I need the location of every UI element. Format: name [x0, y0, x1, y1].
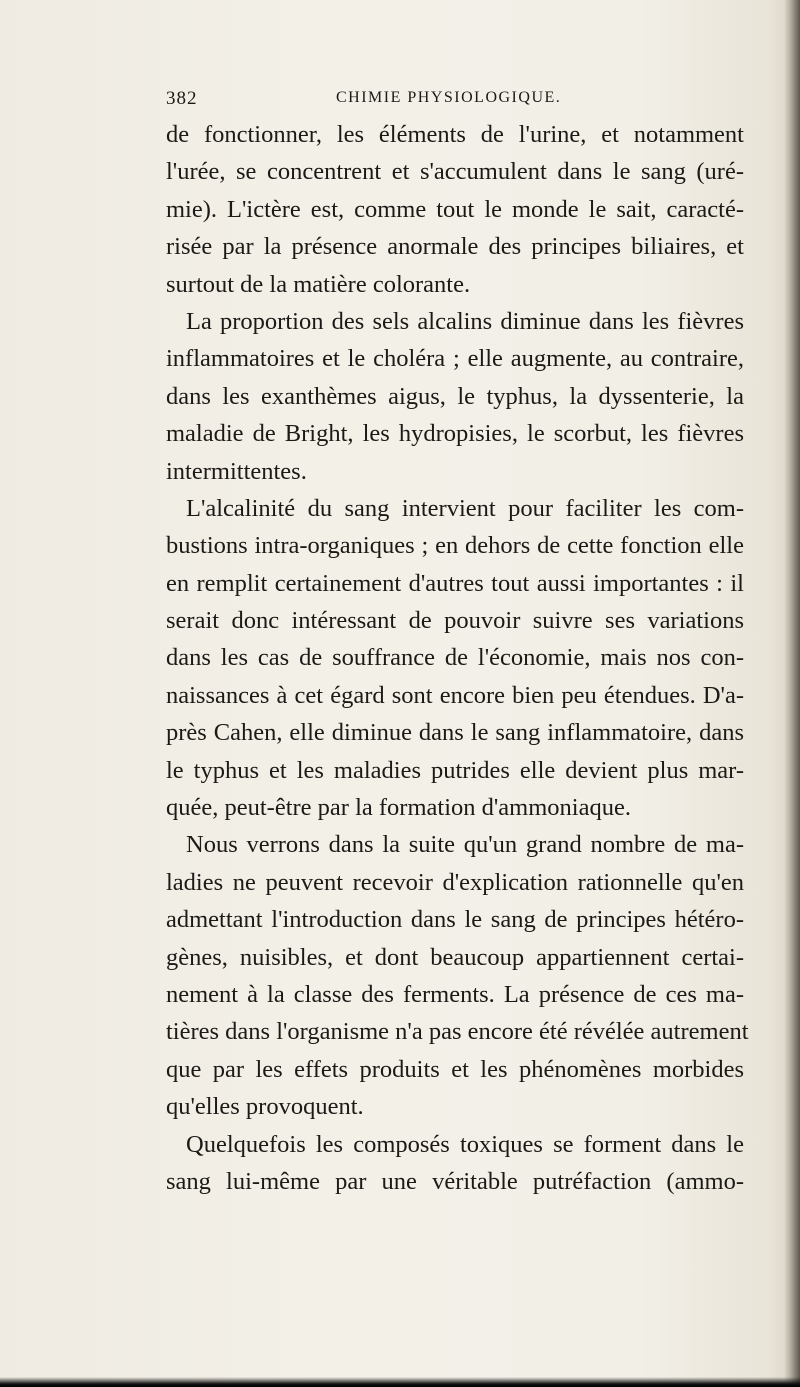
text-line: admettant l'introduction dans le sang de principes hétéro- [166, 906, 744, 934]
text-line: mie). L'ictère est, comme tout le monde le sait, caracté- [166, 195, 744, 223]
text-line: maladie de Bright, les hydropisies, le scorbut, les fièvres [166, 420, 744, 448]
text-line: risée par la présence anormale des principes biliaires, et [166, 233, 744, 261]
text-line: de fonctionner, les éléments de l'urine, et notamment [166, 121, 744, 148]
text-line: dans les cas de souffrance de l'économie, mais nos con- [166, 644, 744, 672]
text-line: sang lui-même par une véritable putréfaction (ammo- [166, 1167, 744, 1195]
text-line: bustions intra-organiques ; en dehors de cette fonction elle [166, 532, 744, 560]
text-line: l'urée, se concentrent et s'accumulent dans le sang (uré- [166, 158, 744, 186]
page-header [166, 88, 726, 114]
text-line: naissances à cet égard sont encore bien peu étendues. D'a- [166, 681, 744, 709]
text-line: en remplit certainement d'autres tout aussi importantes : il [166, 569, 744, 597]
text-line: La proportion des sels alcalins diminue dans les fièvres [186, 307, 744, 335]
text-line: nement à la classe des ferments. La présence de ces ma- [166, 980, 744, 1008]
text-line: L'alcalinité du sang intervient pour faciliter les com- [186, 494, 744, 522]
text-line: que par les effets produits et les phénomènes morbides [166, 1055, 744, 1083]
text-line: qu'elles provoquent. [166, 1093, 364, 1121]
text-line: Quelquefois les composés toxiques se forment dans le [186, 1130, 744, 1158]
text-line: intermittentes. [166, 457, 307, 485]
text-line: dans les exanthèmes aigus, le typhus, la dyssenterie, la [166, 382, 744, 410]
text-line: le typhus et les maladies putrides elle devient plus mar- [166, 756, 744, 784]
page-edge-shadow [784, 0, 800, 1387]
text-line: inflammatoires et le choléra ; elle augmente, au contraire, [166, 345, 744, 373]
page-number: 382 [166, 88, 198, 109]
running-title: CHIMIE PHYSIOLOGIQUE. [336, 89, 562, 106]
text-line: surtout de la matière colorante. [166, 270, 471, 298]
text-line: ladies ne peuvent recevoir d'explication rationnelle qu'en [166, 868, 744, 896]
text-line: près Cahen, elle diminue dans le sang inflammatoire, dans [166, 719, 744, 747]
page-bottom-shadow [0, 1377, 800, 1387]
text-line: gènes, nuisibles, et dont beaucoup appartiennent certai- [166, 943, 744, 971]
text-line: tières dans l'organisme n'a pas encore été révélée autrement [166, 1018, 749, 1046]
text-line: serait donc intéressant de pouvoir suivre ses variations [166, 607, 744, 635]
text-line: Nous verrons dans la suite qu'un grand nombre de ma- [186, 831, 744, 859]
body-text [166, 116, 749, 1200]
text-line: quée, peut-être par la formation d'ammoniaque. [166, 794, 631, 822]
